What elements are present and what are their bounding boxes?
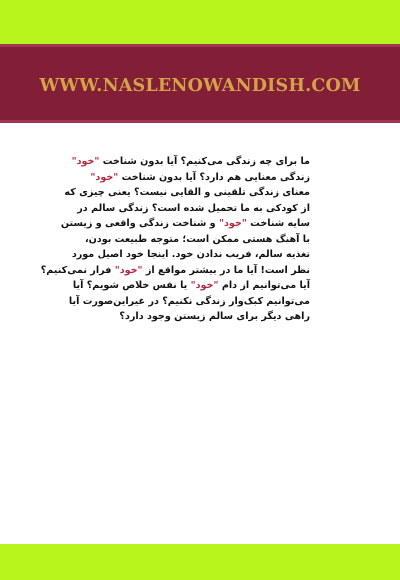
text-segment: معنای زندگی تلقینی و القایی نیست؟ یعنی چیزی که [64, 187, 310, 198]
bottom-green-bar [0, 544, 400, 580]
website-url: WWW.NASLENOWANDISH.COM [39, 76, 361, 96]
text-segment: یا نفس خلاص شویم؟ آیا [72, 280, 191, 291]
text-segment: و شناخت زندگی واقعی و زیستن [60, 218, 219, 229]
text-line [90, 170, 310, 186]
highlight-word: "خود" [90, 171, 119, 183]
text-line [60, 216, 310, 232]
text-line [71, 154, 310, 170]
text-line [71, 247, 310, 263]
text-line [64, 185, 310, 201]
text-segment: آیا می‌توانیم از دام [218, 280, 310, 291]
text-segment: سایه شناخت [246, 218, 310, 229]
text-line [40, 263, 310, 279]
text-segment: راهی دیگر برای سالم زیستن وجود دارد؟ [119, 311, 310, 322]
highlight-word: "خود" [71, 156, 100, 167]
highlight-word: "خود" [190, 280, 219, 291]
url-banner [0, 44, 400, 123]
text-line [96, 309, 310, 325]
text-segment: از کودکی به ما تحمیل شده است؟ زندگی سالم در [77, 202, 310, 214]
text-segment: تغذیه سالم، فریب ندادن خود. اینجا خود اصیل مورد [71, 249, 310, 260]
highlight-word: "خود" [218, 218, 247, 229]
top-green-bar [0, 0, 400, 44]
text-segment: با آهنگ هستی ممکن است؛ متوجه طبیعت بودن، [84, 233, 310, 245]
text-segment: فرار نمی‌کنیم؟ [40, 264, 115, 276]
text-line [72, 278, 310, 294]
text-line [77, 201, 310, 217]
highlight-word: "خود" [114, 264, 143, 276]
text-segment: ما برای چه زندگی می‌کنیم؟ آیا بدون شناخت [99, 156, 310, 167]
text-line [68, 294, 310, 310]
text-segment: زندگی معنایی هم دارد؟ آیا بدون شناخت [118, 171, 310, 183]
blurb-paragraph [40, 154, 310, 325]
text-line [84, 232, 310, 248]
text-segment: نظر است! آیا ما در بیشتر مواقع از [142, 264, 310, 276]
text-segment: می‌توانیم کبک‌وار زندگی نکنیم؟ در غیراین‌صورت آیا [68, 295, 310, 307]
